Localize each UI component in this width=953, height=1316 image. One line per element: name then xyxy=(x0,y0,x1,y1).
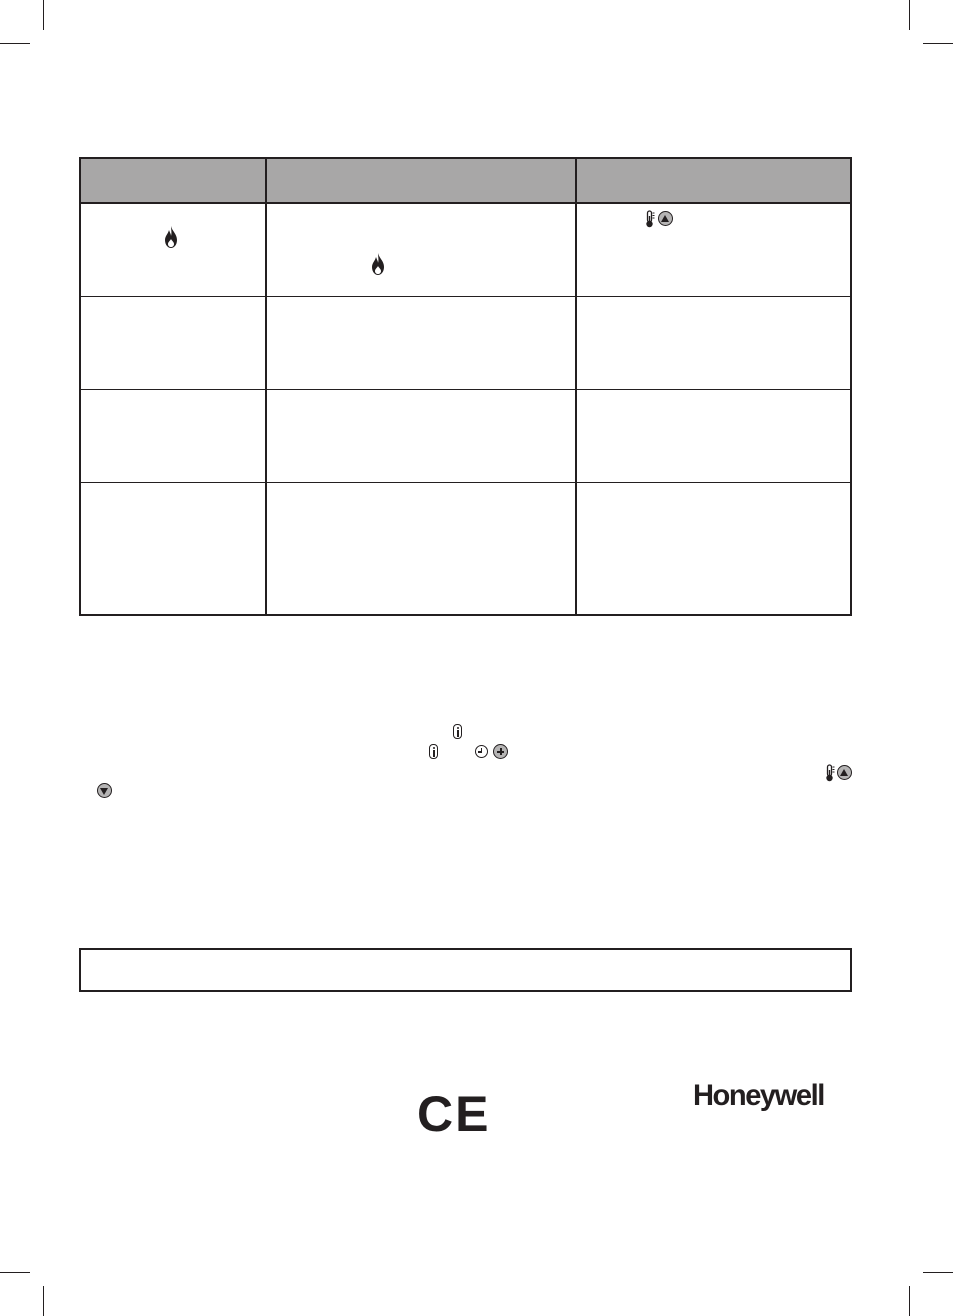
crop-mark-top-right-h xyxy=(923,43,953,44)
table-column-divider-1 xyxy=(265,159,267,614)
honeywell-logo: Honeywell xyxy=(693,1079,824,1112)
table-row-divider-2 xyxy=(81,389,850,390)
info-button xyxy=(453,724,462,739)
crop-mark-bottom-right-v xyxy=(909,1286,910,1316)
ce-mark-icon xyxy=(417,1086,491,1142)
crop-mark-top-right-v xyxy=(909,0,910,30)
up-arrow-button xyxy=(837,765,852,780)
ce-mark-text: CE xyxy=(417,1086,491,1142)
clock-icon xyxy=(475,745,488,758)
table-header-row xyxy=(81,159,850,204)
table-column-divider-2 xyxy=(575,159,577,614)
flame-icon xyxy=(163,225,179,249)
note-box xyxy=(79,948,852,992)
thermometer-icon xyxy=(825,764,835,782)
troubleshooting-table xyxy=(79,157,852,616)
flame-icon xyxy=(370,252,386,276)
up-arrow-button xyxy=(658,211,673,226)
thermometer-icon xyxy=(645,210,655,228)
info-button xyxy=(429,744,438,759)
crop-mark-bottom-left-h xyxy=(0,1272,30,1273)
crop-mark-top-left-h xyxy=(0,43,30,44)
table-row-divider-3 xyxy=(81,482,850,483)
table-row-divider-1 xyxy=(81,296,850,297)
plus-button xyxy=(493,744,508,759)
crop-mark-top-left-v xyxy=(43,0,44,30)
crop-mark-bottom-left-v xyxy=(43,1286,44,1316)
down-arrow-button xyxy=(97,783,112,798)
crop-mark-bottom-right-h xyxy=(923,1272,953,1273)
